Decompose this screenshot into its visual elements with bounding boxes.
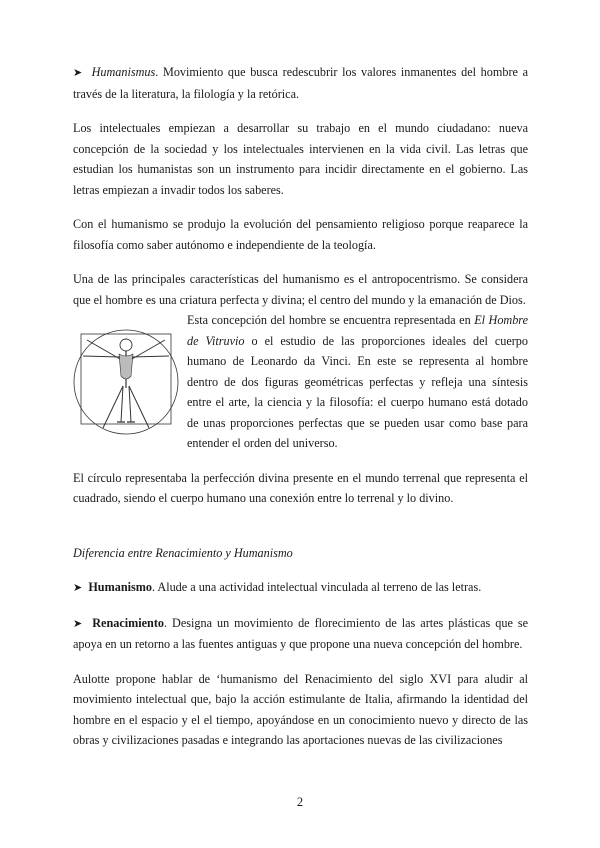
page-number: 2 xyxy=(296,795,304,809)
arrow-bullet-icon: ➤ xyxy=(73,66,83,79)
paragraph-aulotte: Aulotte propone hablar de ‘humanismo del Renacimiento del siglo XVI para aludir al movimiento intelectual que, bajo la acción estimulante de Italia, afirmando la identidad del hombre en el espacio y el el tiempo, apoyándose en un conocimiento nuevo y directo de las obras y civilizaciones pasadas e integrando las aportaciones nuevas de las civilizaciones xyxy=(73,671,528,747)
paragraph-humanismus xyxy=(73,62,528,104)
term-renacimiento: Renacimiento xyxy=(92,615,164,630)
paragraph-pensamiento-religioso: Con el humanismo se produjo la evolución del pensamiento religioso porque reaparece la filosofía como saber autónomo e independiente de la teología. xyxy=(73,217,528,252)
page-content xyxy=(73,62,528,765)
item-humanismo xyxy=(73,577,528,599)
paragraph-circulo: El círculo representaba la perfección divina presente en el mundo terrenal que representa el cuadrado, siendo el cuerpo humano una conexión entre lo terrenal y lo divino. xyxy=(73,470,528,505)
arrow-bullet-icon: ➤ xyxy=(73,581,83,594)
paragraph-intelectuales: Los intelectuales empiezan a desarrollar su trabajo en el mundo ciudadano: nueva concepción de la sociedad y los intelectuales intervienen en la vida civil. Las letras que estudian los humanistas son un instrumento para incidir directamente en el gobierno. Las letras empiezan a invadir todos los saberes. xyxy=(73,121,528,197)
paragraph-antropocentrismo: Una de las principales características del humanismo es el antropocentrismo. Se considera que el hombre es una criatura perfecta y divina; el centro del mundo y la emanación de Dios. xyxy=(73,272,528,307)
vitruvian-man-icon xyxy=(73,316,179,446)
definition-renacimiento: . Designa un movimiento de florecimiento de las artes plásticas que se apoya en un retorno a las fuentes antiguas y que propone una nueva concepción del hombre. xyxy=(73,615,529,651)
term-humanismo: Humanismo xyxy=(88,580,152,594)
definition-humanismus: . Movimiento que busca redescubrir los valores inmanentes del hombre a través de la literatura, la filología y la retórica. xyxy=(73,65,529,101)
item-renacimiento xyxy=(73,613,528,655)
section-heading: Diferencia entre Renacimiento y Humanismo xyxy=(73,545,293,560)
vitruvian-man-figure xyxy=(73,316,179,446)
definition-humanismo: . Alude a una actividad intelectual vinculada al terreno de las letras. xyxy=(151,580,482,594)
arrow-bullet-icon: ➤ xyxy=(73,616,83,630)
term-humanismus: Humanismus xyxy=(91,65,156,79)
vitruvio-title: El Hombre de Vitruvio xyxy=(187,313,529,348)
vitruvio-text-before: Esta concepción del hombre se encuentra representada en xyxy=(187,313,475,327)
vitruvio-text-after: o el estudio de las proporciones ideales del cuerpo humano de Leonardo da Vinci. En este se representa al hombre dentro de dos figuras geométricas perfectas y refleja una síntesis entre el arte, la ciencia y la filosofía: el cuerpo humano está dotado de unas proporciones perfectas que se pueden usar como base para entender el orden del universo. xyxy=(187,333,528,450)
